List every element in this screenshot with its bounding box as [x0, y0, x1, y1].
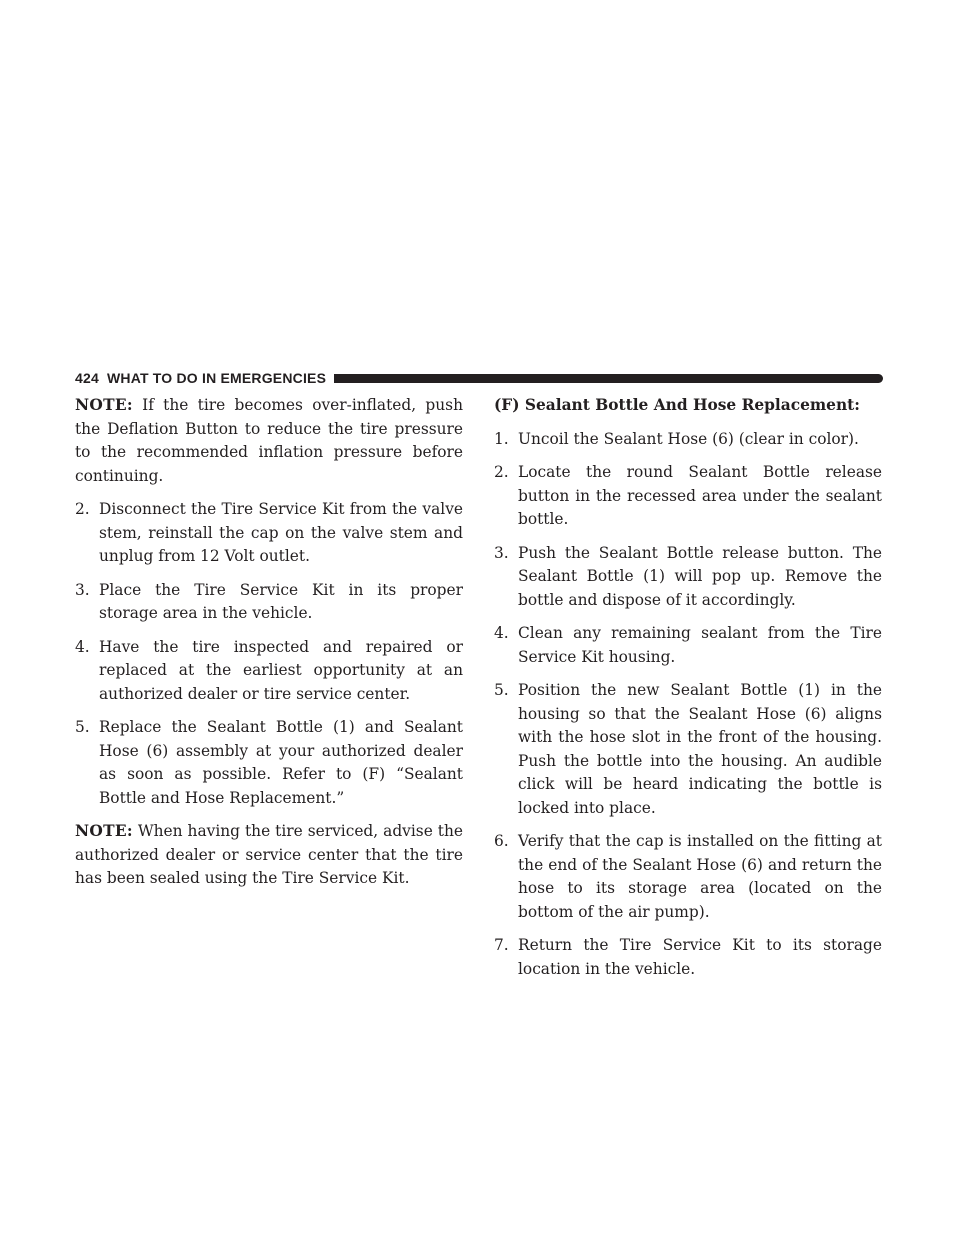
list-item-number: 4.: [75, 637, 90, 656]
note-label: NOTE:: [75, 396, 133, 414]
list-item-number: 3.: [75, 580, 90, 599]
list-item: [494, 622, 882, 669]
list-item-text: Replace the Sealant Bottle (1) and Sealant Hose (6) assembly at your authorized dealer as soon as possible. Refer to (F) “Sealant Bottle and Hose Replacement.”: [99, 718, 463, 807]
section-title: WHAT TO DO IN EMERGENCIES: [106, 370, 327, 386]
page-header: [75, 368, 883, 388]
list-item-number: 4.: [494, 624, 509, 642]
list-item: [494, 461, 882, 532]
list-item-text: Push the Sealant Bottle release button. The Sealant Bottle (1) will pop up. Remove the bottle and dispose of it accordingly.: [518, 543, 882, 609]
list-item: [494, 542, 882, 613]
list-item-number: 6.: [494, 832, 509, 850]
list-item-text: Position the new Sealant Bottle (1) in the housing so that the Sealant Hose (6) aligns with the hose slot in the front of the housing. Push the bottle into the housing. An audible click will be heard indicating the bottle is locked into place.: [518, 681, 882, 817]
list-item-number: 2.: [75, 500, 90, 518]
list-item: [75, 716, 463, 810]
note-text: When having the tire serviced, advise the authorized dealer or service center that the tire has been sealed using the Tire Service Kit.: [75, 822, 463, 887]
list-item-text: Uncoil the Sealant Hose (6) (clear in color).: [518, 429, 859, 448]
header-rule: [334, 374, 883, 383]
list-item: [494, 830, 882, 924]
list-item: [494, 934, 882, 981]
list-item-text: Have the tire inspected and repaired or replaced at the earliest opportunity at an authorized dealer or tire service center.: [99, 637, 463, 703]
list-item-number: 5.: [75, 718, 90, 736]
list-item-text: Disconnect the Tire Service Kit from the valve stem, reinstall the cap on the valve stem and unplug from 12 Volt outlet.: [99, 500, 463, 565]
note-paragraph: [75, 820, 463, 891]
note-text: If the tire becomes over-inflated, push the Deflation Button to reduce the tire pressure to the recommended inflation pressure before continuing.: [75, 396, 463, 485]
list-item-text: Locate the round Sealant Bottle release button in the recessed area under the sealant bottle.: [518, 463, 882, 528]
note-label: NOTE:: [75, 822, 133, 840]
list-item-number: 5.: [494, 681, 509, 699]
page-number: 424: [75, 370, 99, 386]
right-column: [494, 394, 882, 991]
section-heading: (F) Sealant Bottle And Hose Replacement:: [494, 396, 860, 414]
list-item-number: 3.: [494, 543, 509, 562]
list-item-number: 7.: [494, 936, 509, 954]
list-item: [75, 636, 463, 707]
left-column: [75, 394, 463, 901]
list-item-number: 1.: [494, 429, 509, 448]
list-item: [494, 428, 882, 452]
list-item-text: Clean any remaining sealant from the Tire Service Kit housing.: [518, 624, 882, 666]
list-item-text: Place the Tire Service Kit in its proper storage area in the vehicle.: [99, 580, 463, 622]
list-item: [75, 579, 463, 626]
list-item-text: Verify that the cap is installed on the fitting at the end of the Sealant Hose (6) and return the hose to its storage area (located on the bottom of the air pump).: [518, 832, 882, 921]
list-item: [75, 498, 463, 569]
list-item-number: 2.: [494, 463, 509, 481]
list-item-text: Return the Tire Service Kit to its storage location in the vehicle.: [518, 936, 882, 978]
note-paragraph: [75, 394, 463, 488]
list-item: [494, 679, 882, 820]
